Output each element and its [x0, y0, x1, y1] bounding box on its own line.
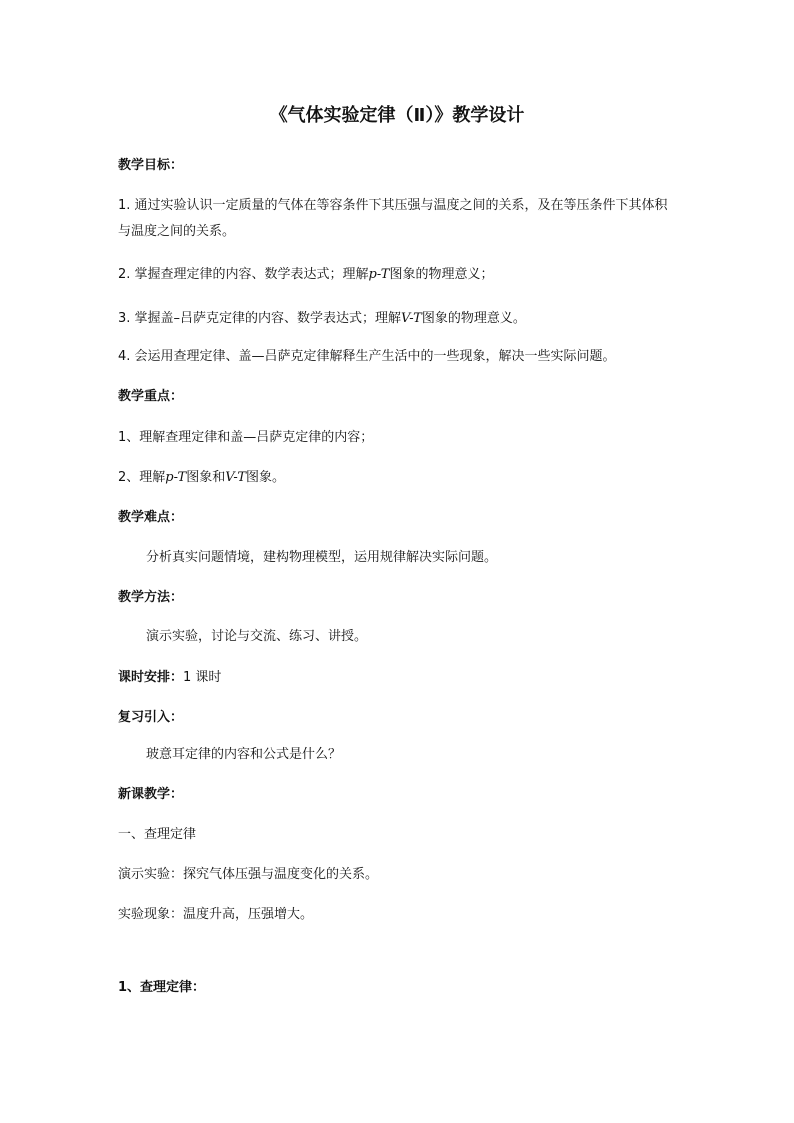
key-point-2 — [118, 469, 285, 487]
key-point-2-text-b: 图象和 — [186, 470, 226, 485]
new-lesson-heading: 新课教学： — [118, 787, 184, 802]
difficulties-heading: 教学难点： — [118, 510, 184, 525]
objective-2-pt: p-T — [368, 267, 390, 282]
objectives-heading: 教学目标： — [118, 158, 184, 173]
subsection-charles-law: 1、查理定律： — [118, 980, 206, 995]
review-heading: 复习引入： — [118, 710, 184, 725]
schedule-heading: 课时安排： — [118, 670, 184, 685]
key-points-heading: 教学重点： — [118, 389, 184, 404]
review-text: 玻意耳定律的内容和公式是什么？ — [146, 747, 342, 762]
objective-4: 4. 会运用查理定律、盖—吕萨克定律解释生产生活中的一些现象，解决一些实际问题。 — [118, 349, 616, 364]
section-charles-law: 一、查理定律 — [118, 827, 197, 842]
key-point-2-pt: p-T — [165, 470, 187, 485]
key-point-2-text-a: 2、理解 — [118, 470, 166, 485]
difficulties-text: 分析真实问题情境，建构物理模型，运用规律解决实际问题。 — [146, 550, 498, 565]
methods-text: 演示实验，讨论与交流、练习、讲授。 — [146, 629, 368, 644]
objective-2-text-b: 图象的物理意义； — [389, 267, 494, 282]
demo-experiment: 演示实验：探究气体压强与温度变化的关系。 — [118, 867, 379, 882]
schedule-line — [118, 669, 221, 687]
objective-3-vt: V-T — [401, 311, 422, 326]
key-point-2-vt: V-T — [225, 470, 247, 485]
objective-2 — [118, 266, 493, 284]
methods-heading: 教学方法： — [118, 590, 184, 605]
experiment-phenomenon: 实验现象：温度升高，压强增大。 — [118, 907, 314, 922]
objective-1: 1. 通过实验认识一定质量的气体在等容条件下其压强与温度之间的关系，及在等压条件下其体积与温度之间的关系。 — [118, 198, 668, 239]
key-point-1: 1、理解查理定律和盖—吕萨克定律的内容； — [118, 430, 374, 445]
schedule-text: 1 课时 — [183, 670, 222, 685]
objective-3-text-a: 3. 掌握盖–吕萨克定律的内容、数学表达式；理解 — [118, 311, 402, 326]
objective-3-text-b: 图象的物理意义。 — [421, 311, 526, 326]
document-title: 《气体实验定律（Ⅱ）》教学设计 — [269, 105, 525, 126]
key-point-2-text-c: 图象。 — [246, 470, 286, 485]
objective-2-text-a: 2. 掌握查理定律的内容、数学表达式；理解 — [118, 267, 369, 282]
objective-3 — [118, 310, 526, 328]
